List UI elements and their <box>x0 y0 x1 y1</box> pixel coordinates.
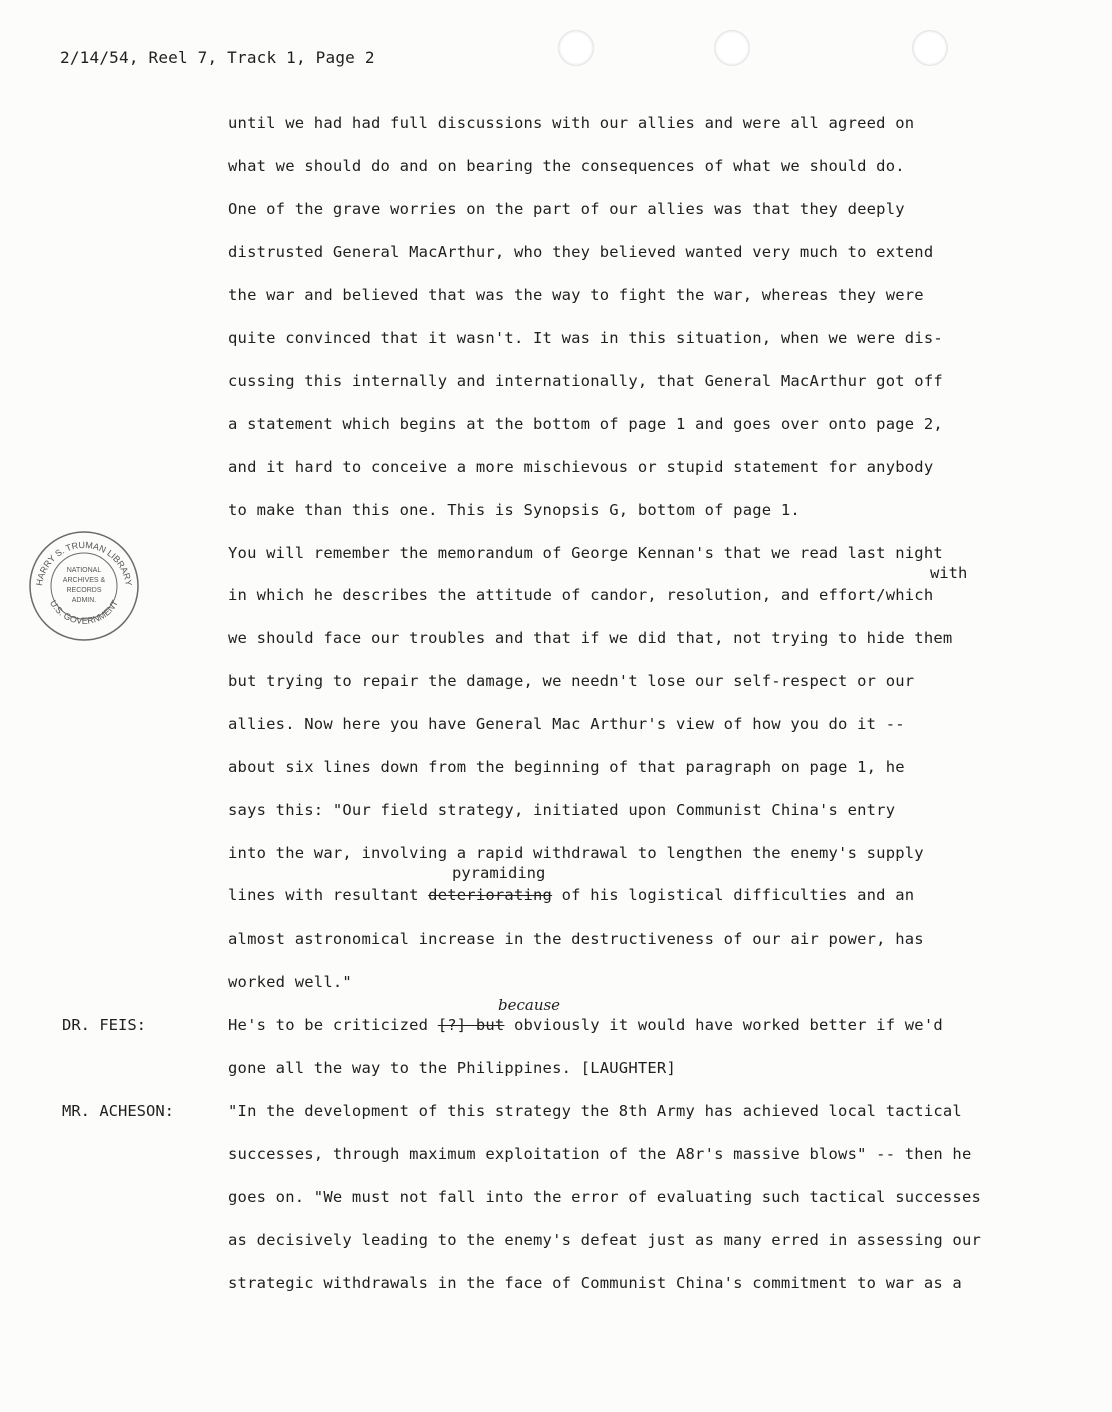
body-line: we should face our troubles and that if we did that, not trying to hide them <box>228 629 953 647</box>
handwritten-insert: because <box>498 996 561 1014</box>
body-line: what we should do and on bearing the consequences of what we should do. <box>228 157 905 175</box>
stamp-center-line: ARCHIVES & <box>62 577 106 584</box>
stamp-center-line: ADMIN. <box>71 597 97 604</box>
body-line: gone all the way to the Philippines. [LAUGHTER] <box>228 1059 676 1077</box>
stamp-center-line: NATIONAL <box>66 567 102 574</box>
punch-hole <box>912 30 948 66</box>
body-line: allies. Now here you have General Mac Arthur's view of how you do it -- <box>228 715 905 733</box>
body-line: cussing this internally and internationally, that General MacArthur got off <box>228 372 943 390</box>
body-line: He's to be criticized [?] but obviously it would have worked better if we'd <box>228 1016 943 1034</box>
punch-hole <box>714 30 750 66</box>
speaker-label-acheson: MR. ACHESON: <box>62 1102 174 1120</box>
body-line: as decisively leading to the enemy's defeat just as many erred in assessing our <box>228 1231 982 1249</box>
body-line: worked well." <box>228 973 352 991</box>
inserted-word: with <box>930 564 968 582</box>
page-header: 2/14/54, Reel 7, Track 1, Page 2 <box>60 48 375 67</box>
body-line: in which he describes the attitude of candor, resolution, and effort/which <box>228 586 934 604</box>
body-line: a statement which begins at the bottom of page 1 and goes over onto page 2, <box>228 415 943 433</box>
body-line: goes on. "We must not fall into the error of evaluating such tactical successes <box>228 1188 982 1206</box>
body-line: into the war, involving a rapid withdrawal to lengthen the enemy's supply <box>228 844 924 862</box>
library-stamp <box>28 530 140 642</box>
body-line: but trying to repair the damage, we needn't lose our self-respect or our <box>228 672 915 690</box>
body-line: successes, through maximum exploitation of the A8r's massive blows" -- then he <box>228 1145 972 1163</box>
body-line: says this: "Our field strategy, initiated upon Communist China's entry <box>228 801 896 819</box>
body-line: You will remember the memorandum of George Kennan's that we read last night <box>228 544 943 562</box>
stamp-top-text: HARRY S. TRUMAN LIBRARY <box>34 539 134 587</box>
speaker-label-feis: DR. FEIS: <box>62 1016 146 1034</box>
body-line: distrusted General MacArthur, who they believed wanted very much to extend <box>228 243 934 261</box>
struck-word: deteriorating <box>428 886 553 904</box>
body-line: about six lines down from the beginning of that paragraph on page 1, he <box>228 758 905 776</box>
body-line: and it hard to conceive a more mischievous or stupid statement for anybody <box>228 458 934 476</box>
body-line: to make than this one. This is Synopsis G, bottom of page 1. <box>228 501 800 519</box>
punch-hole <box>558 30 594 66</box>
body-line: quite convinced that it wasn't. It was in this situation, when we were dis- <box>228 329 943 347</box>
stamp-bottom-text: U.S. GOVERNMENT <box>47 598 121 626</box>
stamp-center-line: RECORDS <box>66 587 102 594</box>
body-line: "In the development of this strategy the 8th Army has achieved local tactical <box>228 1102 962 1120</box>
body-line: the war and believed that was the way to fight the war, whereas they were <box>228 286 924 304</box>
body-line: One of the grave worries on the part of our allies was that they deeply <box>228 200 905 218</box>
inserted-word: pyramiding <box>452 864 546 882</box>
body-line: strategic withdrawals in the face of Communist China's commitment to war as a <box>228 1274 962 1292</box>
body-line: almost astronomical increase in the destructiveness of our air power, has <box>228 930 924 948</box>
struck-word: [?] but <box>437 1016 505 1034</box>
body-line: lines with resultant deteriorating of his logistical difficulties and an <box>228 886 915 904</box>
body-line: until we had had full discussions with our allies and were all agreed on <box>228 114 915 132</box>
